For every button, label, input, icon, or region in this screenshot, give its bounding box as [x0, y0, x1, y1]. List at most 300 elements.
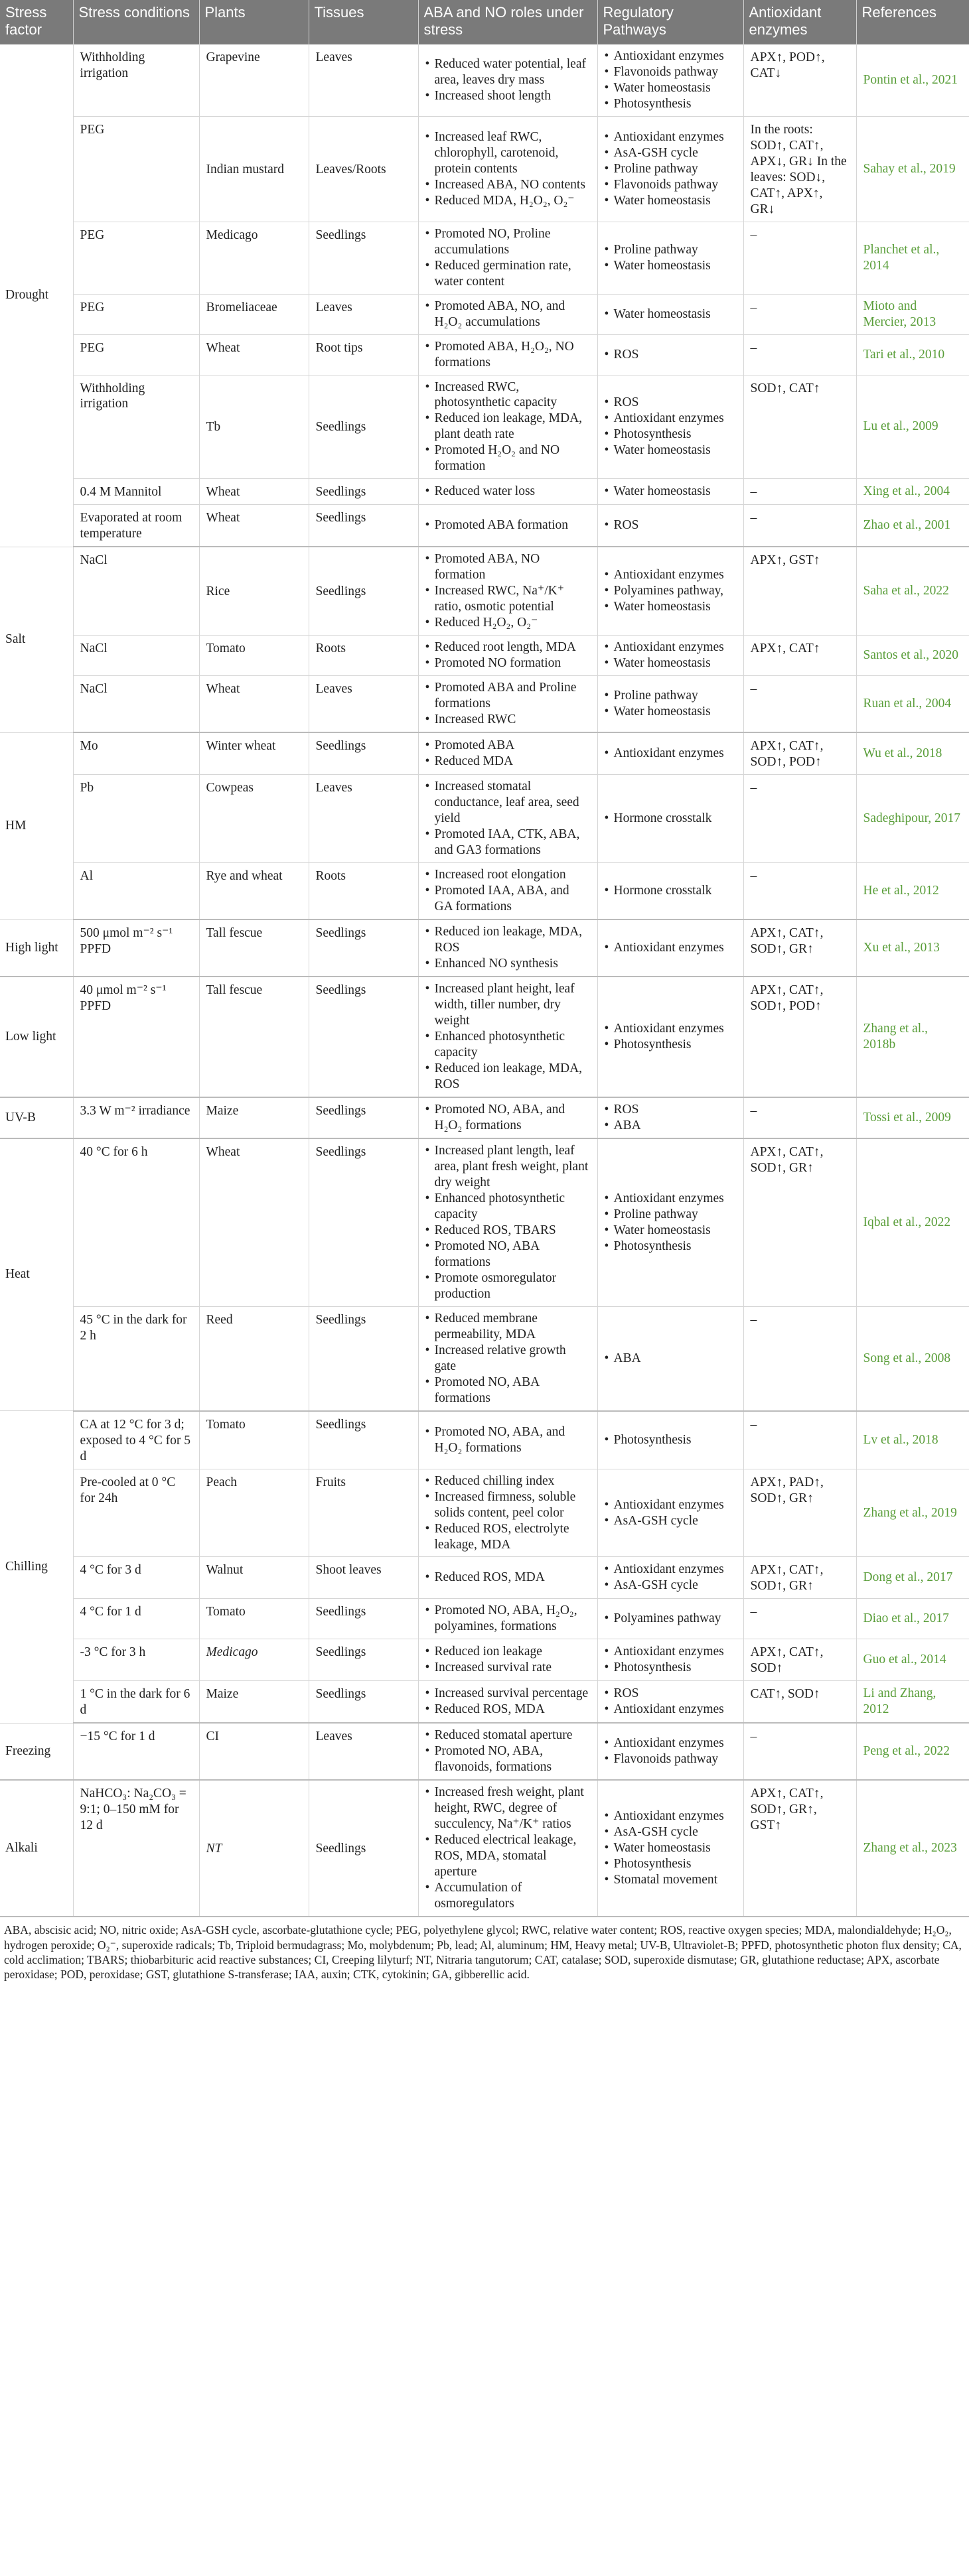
- table-row: [0, 863, 969, 919]
- role-item: • Reduced water loss: [425, 484, 591, 500]
- tissue-cell: Leaves: [309, 775, 418, 863]
- plant-cell: Bromeliaceae: [199, 294, 309, 334]
- pathway-item: • Proline pathway: [605, 1207, 737, 1223]
- header-references: References: [856, 0, 969, 44]
- pathway-item: • Antioxidant enzymes: [605, 1735, 737, 1751]
- pathways-cell: [597, 222, 743, 294]
- table-row: [0, 1306, 969, 1410]
- header-tissues: Tissues: [309, 0, 418, 44]
- tissue-cell: Seedlings: [309, 479, 418, 505]
- roles-list: [425, 56, 591, 104]
- pathways-cell: [597, 294, 743, 334]
- tissue-cell: Seedlings: [309, 1138, 418, 1306]
- pathway-item: • Water homeostasis: [605, 442, 737, 458]
- role-item: • Increased root elongation: [425, 867, 591, 883]
- pathways-list: [605, 811, 737, 827]
- pathway-item: • Photosynthesis: [605, 96, 737, 112]
- reference-link[interactable]: Zhang et al., 2019: [856, 1469, 969, 1557]
- plant-cell: Rice: [199, 547, 309, 635]
- role-item: • Increased firmness, soluble solids content, peel color: [425, 1489, 591, 1521]
- roles-list: [425, 738, 591, 770]
- tissue-cell: Fruits: [309, 1469, 418, 1557]
- plant-cell: Medicago: [199, 222, 309, 294]
- roles-cell: [418, 1681, 597, 1723]
- stress-condition-cell: -3 °C for 3 h: [73, 1639, 199, 1681]
- header-pathways: Regulatory Pathways: [597, 0, 743, 44]
- table-row: [0, 676, 969, 732]
- table-row: [0, 1723, 969, 1780]
- role-item: • Increased plant length, leaf area, plant fresh weight, plant dry weight: [425, 1143, 591, 1191]
- roles-list: [425, 129, 591, 209]
- pathways-cell: [597, 732, 743, 774]
- plant-cell: Tomato: [199, 1411, 309, 1469]
- antioxidant-enzymes-cell: APX↑, CAT↑, SOD↑, POD↑: [743, 732, 856, 774]
- antioxidant-enzymes-cell: –: [743, 222, 856, 294]
- pathway-item: • Antioxidant enzymes: [605, 567, 737, 583]
- antioxidant-enzymes-cell: In the roots: SOD↑, CAT↑, APX↓, GR↓ In the leaves: SOD↓, CAT↑, APX↑, GR↓: [743, 116, 856, 222]
- reference-link[interactable]: Zhao et al., 2001: [856, 505, 969, 547]
- pathways-list: [605, 688, 737, 720]
- pathways-cell: [597, 375, 743, 479]
- table-row: [0, 116, 969, 222]
- header-stress-conditions: Stress conditions: [73, 0, 199, 44]
- role-item: • Reduced ROS, MDA: [425, 1570, 591, 1586]
- roles-list: [425, 517, 591, 533]
- tissue-cell: Seedlings: [309, 1599, 418, 1639]
- stress-condition-cell: Withholding irrigation: [73, 44, 199, 116]
- stress-condition-cell: Withholding irrigation: [73, 375, 199, 479]
- antioxidant-enzymes-cell: APX↑, CAT↑: [743, 636, 856, 676]
- tissue-cell: Seedlings: [309, 1097, 418, 1138]
- reference-link[interactable]: Diao et al., 2017: [856, 1599, 969, 1639]
- stress-condition-cell: Pb: [73, 775, 199, 863]
- roles-cell: [418, 863, 597, 919]
- plant-cell: Walnut: [199, 1557, 309, 1599]
- pathways-cell: [597, 977, 743, 1097]
- plant-cell: Maize: [199, 1097, 309, 1138]
- stress-condition-cell: PEG: [73, 334, 199, 375]
- pathways-cell: [597, 1780, 743, 1917]
- role-item: • Reduced ion leakage, MDA, plant death rate: [425, 411, 591, 442]
- pathway-item: • Water homeostasis: [605, 704, 737, 720]
- pathway-item: • Water homeostasis: [605, 1223, 737, 1239]
- pathway-item: • Water homeostasis: [605, 1840, 737, 1856]
- tissue-cell: Leaves/Roots: [309, 116, 418, 222]
- pathway-item: • Antioxidant enzymes: [605, 640, 737, 655]
- pathway-item: • Stomatal movement: [605, 1872, 737, 1888]
- header-row: [0, 0, 969, 44]
- reference-link[interactable]: Santos et al., 2020: [856, 636, 969, 676]
- table-row: [0, 732, 969, 774]
- plant-cell: Wheat: [199, 1138, 309, 1306]
- plant-cell: Rye and wheat: [199, 863, 309, 919]
- pathway-item: • Antioxidant enzymes: [605, 746, 737, 762]
- roles-list: [425, 379, 591, 475]
- roles-cell: [418, 636, 597, 676]
- antioxidant-enzymes-cell: CAT↑, SOD↑: [743, 1681, 856, 1723]
- tissue-cell: Roots: [309, 863, 418, 919]
- roles-cell: [418, 1599, 597, 1639]
- roles-cell: [418, 732, 597, 774]
- stress-condition-cell: PEG: [73, 294, 199, 334]
- role-item: • Promoted NO, ABA, and H₂O₂ formations: [425, 1102, 591, 1134]
- roles-cell: [418, 1097, 597, 1138]
- pathways-list: [605, 883, 737, 899]
- stress-condition-cell: NaHCO₃: Na₂CO₃ = 9:1; 0–150 mM for 12 d: [73, 1780, 199, 1917]
- pathways-cell: [597, 775, 743, 863]
- roles-list: [425, 1728, 591, 1775]
- plant-cell: Tomato: [199, 636, 309, 676]
- table-row: [0, 294, 969, 334]
- roles-list: [425, 924, 591, 972]
- table-row: [0, 919, 969, 977]
- stress-factor-cell: Chilling: [0, 1411, 73, 1724]
- role-item: • Reduced ROS, MDA: [425, 1702, 591, 1718]
- pathway-item: • Antioxidant enzymes: [605, 48, 737, 64]
- pathways-list: [605, 242, 737, 274]
- roles-cell: [418, 1639, 597, 1681]
- pathways-list: [605, 1735, 737, 1767]
- role-item: • Reduced MDA, H₂O₂, O₂⁻: [425, 193, 591, 209]
- roles-cell: [418, 1723, 597, 1780]
- stress-condition-cell: 4 °C for 3 d: [73, 1557, 199, 1599]
- roles-cell: [418, 1469, 597, 1557]
- stress-condition-cell: PEG: [73, 222, 199, 294]
- roles-cell: [418, 1138, 597, 1306]
- stress-factor-cell: Drought: [0, 44, 73, 547]
- pathways-list: [605, 517, 737, 533]
- antioxidant-enzymes-cell: APX↑, CAT↑, SOD↑, GR↑: [743, 919, 856, 977]
- table-row: [0, 1411, 969, 1469]
- pathway-item: • Water homeostasis: [605, 193, 737, 209]
- pathways-cell: [597, 479, 743, 505]
- stress-condition-cell: 40 °C for 6 h: [73, 1138, 199, 1306]
- table-row: [0, 1599, 969, 1639]
- roles-list: [425, 981, 591, 1093]
- table-row: [0, 1138, 969, 1306]
- stress-condition-cell: 45 °C in the dark for 2 h: [73, 1306, 199, 1410]
- pathway-item: • AsA-GSH cycle: [605, 1824, 737, 1840]
- pathway-item: • Hormone crosstalk: [605, 883, 737, 899]
- role-item: • Promoted NO formation: [425, 655, 591, 671]
- antioxidant-enzymes-cell: APX↑, CAT↑, SOD↑, GR↑: [743, 1138, 856, 1306]
- role-item: • Promoted ABA, NO formation: [425, 551, 591, 583]
- pathway-item: • Water homeostasis: [605, 306, 737, 322]
- reference-link[interactable]: Lv et al., 2018: [856, 1411, 969, 1469]
- roles-list: [425, 1102, 591, 1134]
- header-stress-factor: Stress factor: [0, 0, 73, 44]
- pathway-item: • Water homeostasis: [605, 484, 737, 500]
- table-row: [0, 1780, 969, 1917]
- pathway-item: • Photosynthesis: [605, 427, 737, 442]
- reference-link[interactable]: Zhang et al., 2018b: [856, 977, 969, 1097]
- reference-link[interactable]: Song et al., 2008: [856, 1306, 969, 1410]
- plant-cell: NT: [199, 1780, 309, 1917]
- role-item: • Reduced ion leakage, MDA, ROS: [425, 1061, 591, 1093]
- pathway-item: • Antioxidant enzymes: [605, 1191, 737, 1207]
- table-row: [0, 1557, 969, 1599]
- plant-cell: Tb: [199, 375, 309, 479]
- pathways-cell: [597, 1599, 743, 1639]
- role-item: • Promoted NO, ABA formations: [425, 1239, 591, 1270]
- pathways-cell: [597, 919, 743, 977]
- stress-condition-cell: 500 μmol m⁻² s⁻¹ PPFD: [73, 919, 199, 977]
- pathways-list: [605, 1021, 737, 1053]
- role-item: • Increased survival rate: [425, 1660, 591, 1676]
- pathway-item: • ROS: [605, 1686, 737, 1702]
- plant-cell: Winter wheat: [199, 732, 309, 774]
- tissue-cell: Seedlings: [309, 1639, 418, 1681]
- pathways-cell: [597, 1306, 743, 1410]
- roles-list: [425, 680, 591, 728]
- pathways-cell: [597, 44, 743, 116]
- pathway-item: • Antioxidant enzymes: [605, 1702, 737, 1718]
- antioxidant-enzymes-cell: –: [743, 334, 856, 375]
- stress-factor-cell: Salt: [0, 547, 73, 732]
- plant-cell: Reed: [199, 1306, 309, 1410]
- tissue-cell: Seedlings: [309, 1306, 418, 1410]
- reference-link[interactable]: Sadeghipour, 2017: [856, 775, 969, 863]
- roles-cell: [418, 294, 597, 334]
- pathway-item: • Antioxidant enzymes: [605, 940, 737, 956]
- plant-cell: CI: [199, 1723, 309, 1780]
- reference-link[interactable]: Wu et al., 2018: [856, 732, 969, 774]
- pathway-item: • Proline pathway: [605, 161, 737, 177]
- role-item: • Reduced ROS, electrolyte leakage, MDA: [425, 1521, 591, 1553]
- pathways-list: [605, 48, 737, 112]
- role-item: • Reduced electrical leakage, ROS, MDA, stomatal aperture: [425, 1832, 591, 1880]
- pathways-list: [605, 395, 737, 458]
- plant-cell: Wheat: [199, 676, 309, 732]
- pathways-list: [605, 1611, 737, 1627]
- plant-cell: Tall fescue: [199, 977, 309, 1097]
- table-header: [0, 0, 969, 44]
- antioxidant-enzymes-cell: APX↑, CAT↑, SOD↑, GR↑, GST↑: [743, 1780, 856, 1917]
- pathway-item: • Antioxidant enzymes: [605, 129, 737, 145]
- table-footnote: ABA, abscisic acid; NO, nitric oxide; AsA-GSH cycle, ascorbate-glutathione cycle; PEG, polyethylene glycol; RWC, relative water content; ROS, reactive oxygen species; MDA, malondialdehyde; H₂O₂, hydrogen peroxide; O₂⁻, superoxide radicals; Tb, Triploid bermudagrass; Mo, molybdenum; Pb, lead; Al, aluminum; HM, Heavy metal; UV-B, Ultraviolet-B; PPFD, photosynthetic photon flux density; CA, cold acclimation; TBARS; thiobarbituric acid reactive substances; CI, Creeping lilyturf; NT, Nitraria tangutorum; CAT, catalase; SOD, superoxide dismutase; GR, glutathione reductase; APX, ascorbate peroxidase; POD, peroxidase; GST, glutathione S-transferase; IAA, auxin; CTK, cytokinin; GA, gibberellic acid.: [4, 1923, 962, 1982]
- stress-condition-cell: 0.4 M Mannitol: [73, 479, 199, 505]
- reference-link[interactable]: Guo et al., 2014: [856, 1639, 969, 1681]
- reference-link[interactable]: Tossi et al., 2009: [856, 1097, 969, 1138]
- plant-cell: Maize: [199, 1681, 309, 1723]
- reference-link[interactable]: He et al., 2012: [856, 863, 969, 919]
- roles-list: [425, 1424, 591, 1456]
- stress-factor-cell: High light: [0, 919, 73, 977]
- plant-cell: Tomato: [199, 1599, 309, 1639]
- header-plants: Plants: [199, 0, 309, 44]
- reference-link[interactable]: Mioto and Mercier, 2013: [856, 294, 969, 334]
- roles-cell: [418, 1306, 597, 1410]
- pathway-item: • Antioxidant enzymes: [605, 1808, 737, 1824]
- role-item: • Accumulation of osmoregulators: [425, 1880, 591, 1912]
- reference-link[interactable]: Pontin et al., 2021: [856, 44, 969, 116]
- tissue-cell: Seedlings: [309, 547, 418, 635]
- pathways-list: [605, 1432, 737, 1448]
- pathway-item: • Water homeostasis: [605, 655, 737, 671]
- stress-condition-cell: 1 °C in the dark for 6 d: [73, 1681, 199, 1723]
- table-row: [0, 222, 969, 294]
- role-item: • Reduced stomatal aperture: [425, 1728, 591, 1743]
- role-item: • Promoted IAA, ABA, and GA formations: [425, 883, 591, 915]
- pathways-list: [605, 484, 737, 500]
- roles-cell: [418, 222, 597, 294]
- antioxidant-enzymes-cell: –: [743, 1097, 856, 1138]
- reference-link[interactable]: Tari et al., 2010: [856, 334, 969, 375]
- antioxidant-enzymes-cell: SOD↑, CAT↑: [743, 375, 856, 479]
- plant-cell: Grapevine: [199, 44, 309, 116]
- table-row: [0, 977, 969, 1097]
- roles-list: [425, 551, 591, 631]
- role-item: • Promoted ABA, NO, and H₂O₂ accumulations: [425, 299, 591, 330]
- pathways-cell: [597, 863, 743, 919]
- reference-link[interactable]: Sahay et al., 2019: [856, 116, 969, 222]
- pathway-item: • Polyamines pathway: [605, 1611, 737, 1627]
- pathway-item: • ABA: [605, 1118, 737, 1134]
- stress-condition-cell: NaCl: [73, 676, 199, 732]
- roles-cell: [418, 676, 597, 732]
- antioxidant-enzymes-cell: APX↑, POD↑, CAT↓: [743, 44, 856, 116]
- roles-list: [425, 1311, 591, 1406]
- pathway-item: • Proline pathway: [605, 688, 737, 704]
- pathway-item: • Hormone crosstalk: [605, 811, 737, 827]
- pathways-list: [605, 1351, 737, 1367]
- pathways-list: [605, 1191, 737, 1254]
- role-item: • Reduced ROS, TBARS: [425, 1223, 591, 1239]
- pathway-item: • ROS: [605, 395, 737, 411]
- tissue-cell: Leaves: [309, 294, 418, 334]
- pathway-item: • Water homeostasis: [605, 80, 737, 96]
- tissue-cell: Seedlings: [309, 375, 418, 479]
- pathways-cell: [597, 116, 743, 222]
- role-item: • Increased leaf RWC, chlorophyll, carotenoid, protein contents: [425, 129, 591, 177]
- tissue-cell: Seedlings: [309, 1780, 418, 1917]
- roles-cell: [418, 1780, 597, 1917]
- stress-condition-cell: Evaporated at room temperature: [73, 505, 199, 547]
- stress-condition-cell: NaCl: [73, 547, 199, 635]
- antioxidant-enzymes-cell: APX↑, CAT↑, SOD↑: [743, 1639, 856, 1681]
- role-item: • Increased ABA, NO contents: [425, 177, 591, 193]
- reference-link[interactable]: Iqbal et al., 2022: [856, 1138, 969, 1306]
- table-row: [0, 547, 969, 635]
- role-item: • Reduced MDA: [425, 754, 591, 770]
- role-item: • Increased RWC, photosynthetic capacity: [425, 379, 591, 411]
- plant-cell: Wheat: [199, 479, 309, 505]
- reference-link[interactable]: Ruan et al., 2004: [856, 676, 969, 732]
- antioxidant-enzymes-cell: –: [743, 676, 856, 732]
- pathway-item: • Photosynthesis: [605, 1856, 737, 1872]
- tissue-cell: Shoot leaves: [309, 1557, 418, 1599]
- role-item: • Increased RWC, Na⁺/K⁺ ratio, osmotic potential: [425, 583, 591, 615]
- pathways-cell: [597, 505, 743, 547]
- role-item: • Increased RWC: [425, 712, 591, 728]
- antioxidant-enzymes-cell: –: [743, 505, 856, 547]
- roles-cell: [418, 116, 597, 222]
- roles-list: [425, 1686, 591, 1718]
- role-item: • Reduced ion leakage, MDA, ROS: [425, 924, 591, 956]
- stress-factor-cell: Freezing: [0, 1723, 73, 1780]
- pathway-item: • AsA-GSH cycle: [605, 145, 737, 161]
- antioxidant-enzymes-cell: APX↑, CAT↑, SOD↑, GR↑: [743, 1557, 856, 1599]
- reference-link[interactable]: Saha et al., 2022: [856, 547, 969, 635]
- roles-cell: [418, 505, 597, 547]
- roles-list: [425, 1603, 591, 1635]
- stress-factor-cell: UV-B: [0, 1097, 73, 1138]
- pathway-item: • Antioxidant enzymes: [605, 1497, 737, 1513]
- stress-condition-cell: CA at 12 °C for 3 d; exposed to 4 °C for 5 d: [73, 1411, 199, 1469]
- roles-cell: [418, 479, 597, 505]
- pathways-cell: [597, 636, 743, 676]
- roles-cell: [418, 334, 597, 375]
- antioxidant-enzymes-cell: –: [743, 1411, 856, 1469]
- pathway-item: • Water homeostasis: [605, 599, 737, 615]
- role-item: • Promoted NO, ABA, and H₂O₂ formations: [425, 1424, 591, 1456]
- pathway-item: • Photosynthesis: [605, 1432, 737, 1448]
- role-item: • Promoted ABA: [425, 738, 591, 754]
- tissue-cell: Seedlings: [309, 1411, 418, 1469]
- stress-condition-cell: Pre-cooled at 0 °C for 24h: [73, 1469, 199, 1557]
- reference-link[interactable]: Li and Zhang, 2012: [856, 1681, 969, 1723]
- reference-link[interactable]: Xu et al., 2013: [856, 919, 969, 977]
- roles-list: [425, 1644, 591, 1676]
- reference-link[interactable]: Lu et al., 2009: [856, 375, 969, 479]
- table-body: [0, 44, 969, 1917]
- antioxidant-enzymes-cell: APX↑, GST↑: [743, 547, 856, 635]
- role-item: • Promoted IAA, CTK, ABA, and GA3 formations: [425, 827, 591, 858]
- pathways-list: [605, 1102, 737, 1134]
- role-item: • Promoted ABA, H₂O₂, NO formations: [425, 339, 591, 371]
- pathways-cell: [597, 1639, 743, 1681]
- role-item: • Reduced water potential, leaf area, leaves dry mass: [425, 56, 591, 88]
- role-item: • Increased survival percentage: [425, 1686, 591, 1702]
- reference-link[interactable]: Dong et al., 2017: [856, 1557, 969, 1599]
- roles-list: [425, 1473, 591, 1553]
- reference-link[interactable]: Zhang et al., 2023: [856, 1780, 969, 1917]
- roles-list: [425, 779, 591, 858]
- roles-list: [425, 640, 591, 671]
- pathway-item: • Flavonoids pathway: [605, 64, 737, 80]
- pathway-item: • Antioxidant enzymes: [605, 411, 737, 427]
- reference-link[interactable]: Peng et al., 2022: [856, 1723, 969, 1780]
- table-row: [0, 636, 969, 676]
- stress-factor-cell: Alkali: [0, 1780, 73, 1917]
- tissue-cell: Seedlings: [309, 732, 418, 774]
- plant-cell: Indian mustard: [199, 116, 309, 222]
- stress-condition-cell: NaCl: [73, 636, 199, 676]
- roles-list: [425, 299, 591, 330]
- pathways-list: [605, 1686, 737, 1718]
- role-item: • Promoted H₂O₂ and NO formation: [425, 442, 591, 474]
- tissue-cell: Roots: [309, 636, 418, 676]
- stress-condition-cell: Al: [73, 863, 199, 919]
- stress-condition-cell: Mo: [73, 732, 199, 774]
- pathway-item: • ROS: [605, 347, 737, 363]
- plant-cell: Tall fescue: [199, 919, 309, 977]
- plant-cell: Wheat: [199, 505, 309, 547]
- antioxidant-enzymes-cell: –: [743, 863, 856, 919]
- pathways-cell: [597, 334, 743, 375]
- stress-condition-cell: 40 μmol m⁻² s⁻¹ PPFD: [73, 977, 199, 1097]
- tissue-cell: Seedlings: [309, 1681, 418, 1723]
- stress-condition-cell: PEG: [73, 116, 199, 222]
- pathways-cell: [597, 1411, 743, 1469]
- reference-link[interactable]: Xing et al., 2004: [856, 479, 969, 505]
- role-item: • Reduced germination rate, water content: [425, 258, 591, 290]
- roles-list: [425, 339, 591, 371]
- table-row: [0, 375, 969, 479]
- pathway-item: • Polyamines pathway,: [605, 583, 737, 599]
- table-row: [0, 505, 969, 547]
- reference-link[interactable]: Planchet et al., 2014: [856, 222, 969, 294]
